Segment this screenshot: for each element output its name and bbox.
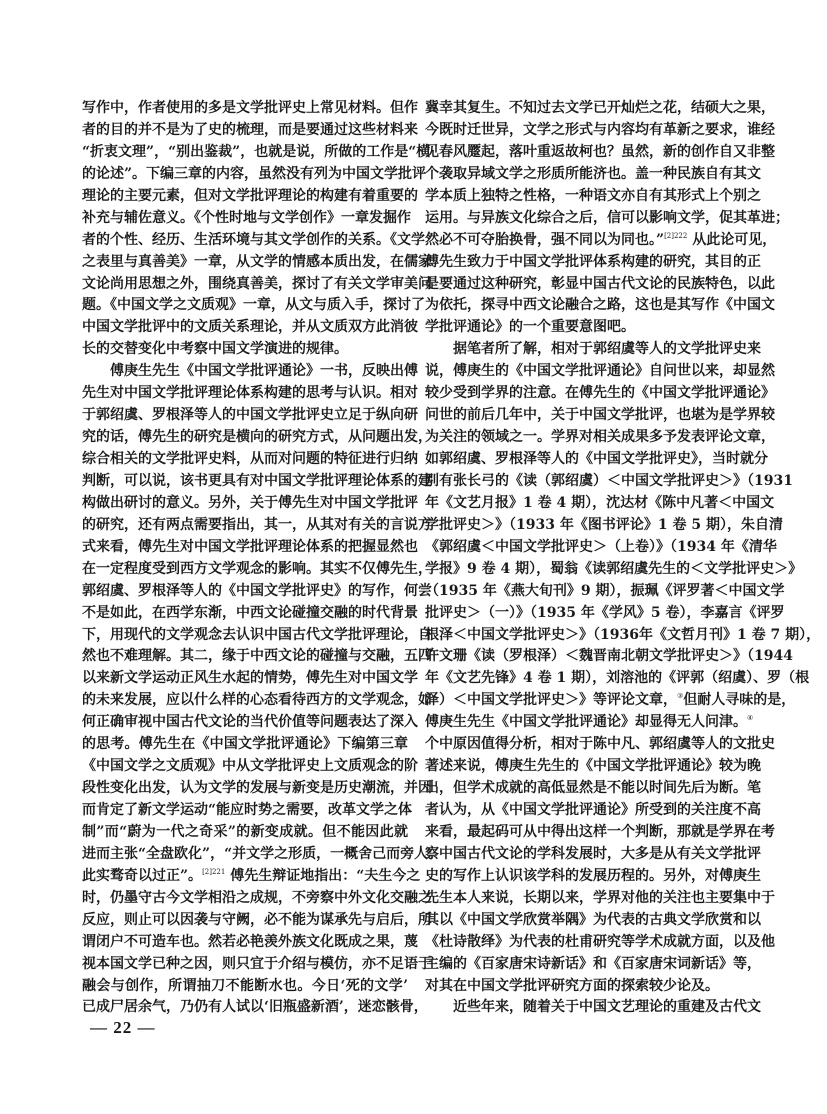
text-line — [425, 230, 777, 252]
text-line: 个袭取异域文学之形质所能济也。盖一种民族自有其文 — [425, 165, 761, 182]
text-line: 学报》9 卷 4 期），蜀翁《读郭绍虞先生的＜文学批评史＞》 — [425, 560, 803, 577]
text-line: 段性变化出发，认为文学的发展与新变是历史潮流，并因 — [82, 780, 432, 797]
text-line: 理论的主要元素，但对文学批评理论的构建有着重要的 — [82, 187, 418, 204]
text-line: 史的写作上认识该学科的发展历程的。另外，对傅庚生 — [425, 867, 761, 884]
text-line: （1935 年《燕大旬刊》9 期），振珮《评罗著＜中国文学 — [425, 582, 785, 599]
text-line: 何正确审视中国古代文论的当代价值等问题表达了深入 — [82, 714, 418, 731]
text-line: 者的个性、经历、生活环境与其文学创作的关系。《文学 — [82, 231, 425, 248]
text-line: 以来新文学运动正风生水起的情势，傅先生对中国文学 — [82, 670, 418, 687]
text-line: 者认为，从《中国文学批评通论》所受到的关注度不高 — [425, 802, 761, 818]
text-line: 郭绍虞、罗根泽等人的《中国文学批评史》的写作，何尝 — [82, 582, 432, 599]
text-line: 根泽＜中国文学批评史＞》（1936年《文哲月刊》1 卷 7 期）， — [425, 626, 821, 643]
text-line: 的研究，还有两点需要指出，其一，从其对有关的言说方 — [82, 516, 432, 533]
text-line: 主编的《百家唐宋诗新话》和《百家唐宋词新话》等， — [425, 955, 761, 972]
text-segment: 傅先生辩证地指出：“夫生今之 — [225, 867, 421, 884]
text-line: 冀幸其复生。不知过去文学已开灿烂之花，结硕大之果， — [425, 100, 775, 116]
text-line: 构做出研讨的意义。另外，关于傅先生对中国文学批评 — [82, 494, 418, 511]
text-segment: 但耐人寻味的是， — [683, 692, 796, 709]
text-line: 学本质上独特之性格，一种语文亦自有其形式上个别之 — [425, 187, 761, 204]
text-line: 不是如此，在西学东渐，中西文论碰撞交融的时代背景 — [82, 604, 418, 621]
text-line: 运用。与异族文化综合之后，信可以影响文学，促其革进； — [425, 209, 789, 226]
text-line: 反应，则止可以因袭与守阙，必不能为谋承先与启后，所 — [82, 911, 432, 928]
text-line: 的论述”。下编三章的内容，虽然没有列为中国文学批评 — [82, 165, 427, 182]
text-line: 长的交替变化中考察中国文学演进的规律。 — [82, 341, 348, 358]
text-line: 学批评通论》的一个重要意图吧。 — [425, 319, 635, 336]
text-line: 著述来说，傅庚生先生的《中国文学批评通论》较为晚 — [425, 758, 761, 775]
text-line: 而肯定了新文学运动“能应时势之需要，改革文学之体 — [82, 802, 413, 818]
citation-superscript: ④ — [747, 714, 754, 723]
text-segment: 泽）＜中国文学批评史＞》等评论文章， — [425, 692, 677, 709]
text-line: 时，仍墨守古今文学相沿之成规，不旁察中外文化交融之 — [82, 889, 432, 906]
text-line: 的思考。傅先生在《中国文学批评通论》下编第三章 — [82, 736, 408, 753]
text-line: 《杜诗散绎》为代表的杜甫研究等学术成就方面，以及他 — [425, 933, 775, 950]
text-line: 傅庚生先生《中国文学批评通论》一书，反映出傅 — [110, 363, 418, 380]
text-line: 写作中，作者使用的多是文学批评史上常见材料。但作 — [82, 100, 418, 116]
text-line: 较少受到学界的注意。在傅先生的《中国文学批评通论》 — [425, 385, 775, 402]
text-segment: 然必不可夺胎换骨，强不同以为同也。” — [425, 231, 665, 248]
text-line: 《郭绍虞＜中国文学批评史＞（上卷）》（1934 年《清华 — [425, 538, 777, 555]
text-line: 综合相关的文学批评史料，从而对问题的特征进行归纳 — [82, 451, 418, 467]
text-line: 融会与创作，所谓抽刀不能断水也。今日‘死的文学’ — [82, 977, 408, 994]
text-line: 个中原因值得分析，相对于陈中凡、郭绍虞等人的文批史 — [425, 736, 775, 753]
text-line: 判断，可以说，该书更具有对中国文学批评理论体系的建 — [82, 472, 432, 489]
text-line: 近些年来，随着关于中国文艺理论的重建及古代文 — [453, 999, 761, 1016]
text-line: 今既时迁世异，文学之形式与内容均有革新之要求，谁经 — [425, 121, 775, 138]
text-line: 然也不难理解。其二，缘于中西文论的碰撞与交融，五四 — [82, 648, 432, 665]
text-line: 察中国古代文论的学科发展时，大多是从有关文学批评 — [425, 845, 761, 862]
text-line: 为依托，探寻中西文论融合之路，这也是其写作《中国文 — [425, 297, 775, 314]
text-line: 年《文艺先锋》4 卷 1 期），刘溶池的《评郭（绍虞）、罗（根 — [425, 670, 810, 687]
text-line: 说，傅庚生的《中国文学批评通论》自问世以来，却显然 — [425, 363, 775, 380]
text-line: 傅先生致力于中国文学批评体系构建的研究，其目的正 — [425, 253, 761, 270]
text-line: 视本国文学已种之因，则只宜于介绍与模仿，亦不足语于 — [82, 955, 432, 972]
text-line: 出，但学术成就的高低显然是不能以时间先后为断。笔 — [425, 780, 761, 797]
text-segment: 傅庚生先生《中国文学批评通论》却显得无人问津。 — [425, 714, 747, 731]
citation-superscript: ③ — [677, 692, 684, 701]
text-line: 式来看，傅先生对中国文学批评理论体系的把握显然也 — [82, 538, 418, 555]
citation-superscript: [2]222 — [664, 231, 688, 240]
text-line: 制”而“蔚为一代之奇采”的新变成就。但不能因此就 — [82, 823, 408, 840]
citation-superscript: [2]221 — [202, 867, 226, 876]
text-line: 对其在中国文学批评研究方面的探索较少论及。 — [425, 977, 719, 994]
text-line: 进而主张“全盘欧化”，“并文学之形质，一概舍己而旁人。 — [82, 845, 443, 862]
text-line: 先生本人来说，长期以来，学界对他的关注也主要集中于 — [425, 889, 775, 906]
text-segment: 从此论可见， — [687, 231, 777, 248]
text-line: 者的目的并不是为了史的梳理，而是要通过这些材料来 — [82, 121, 418, 138]
text-line: 批评史＞（一）》（1935 年《学风》5 卷），李嘉言《评罗 — [425, 604, 785, 621]
text-line — [425, 712, 754, 734]
text-line: 《中国文学之文质观》中从文学批评史上文质观念的阶 — [82, 758, 418, 775]
text-line: 中国文学批评中的文质关系理论，并从文质双方此消彼 — [82, 319, 418, 336]
text-line: 是要通过这种研究，彰显中国古代文论的民族特色，以此 — [425, 275, 775, 292]
text-line: 在一定程度受到西方文学观念的影响。其实不仅傅先生， — [82, 560, 432, 577]
left-text-column — [82, 98, 443, 1019]
text-line: 如郭绍虞、罗根泽等人的《中国文学批评史》，当时就分 — [425, 451, 768, 467]
text-line: 别有张长弓的《读（郭绍虞）＜中国文学批评史＞》（1931 — [425, 472, 793, 489]
text-line: 许文珊《读（罗根泽）＜魏晋南北朝文学批评史＞》（1944 — [425, 648, 793, 665]
text-line — [425, 690, 796, 712]
text-line: 问世的前后几年中，关于中国文学批评，也堪为是学界较 — [425, 407, 775, 424]
text-segment: 此实骛奇以过正”。 — [82, 867, 203, 884]
text-line: 学批评史＞》（1933 年《图书评论》1 卷 5 期），朱自清 — [425, 516, 783, 533]
text-line: 为关注的领域之一。学界对相关成果多予发表评论文章， — [425, 429, 775, 446]
text-line: 据笔者所了解，相对于郭绍虞等人的文学批评史来 — [453, 341, 761, 358]
text-line: 文论尚用思想之外，围绕真善美，探讨了有关文学审美问 — [82, 275, 432, 292]
page-number: — 22 — — [90, 1018, 156, 1037]
text-line: 于郭绍虞、罗根泽等人的中国文学批评史立足于纵向研 — [82, 407, 418, 424]
text-line: 先生对中国文学批评理论体系构建的思考与认识。相对 — [82, 385, 418, 402]
text-line: 题。《中国文学之文质观》一章，从文与质入手，探讨了 — [82, 297, 425, 314]
right-text-column — [425, 98, 821, 1019]
text-line: “折衷文理”，“别出鉴裁”，也就是说，所做的工作是“横 — [82, 143, 431, 160]
text-line: 已成尸居余气，乃仍有人试以‘旧瓶盛新酒’，迷恋骸骨， — [82, 999, 428, 1016]
text-line: 补充与辅佐意义。《个性时地与文学创作》一章发掘作 — [82, 209, 411, 226]
text-line: 的未来发展，应以什么样的心态看待西方的文学观念，如 — [82, 692, 432, 709]
text-line: 其以《中国文学欣赏举隅》为代表的古典文学欣赏和以 — [425, 911, 761, 928]
text-line: 谓闭户不可造车也。然若必艳羡外族文化既成之果，蔑 — [82, 933, 418, 950]
text-line — [82, 866, 421, 888]
text-line: 究的话，傅先生的研究是横向的研究方式，从问题出发， — [82, 429, 432, 446]
text-line: 年《文艺月报》1 卷 4 期），沈达材《陈中凡著＜中国文 — [425, 494, 775, 511]
text-line: 下，用现代的文学观念去认识中国古代文学批评理论，自 — [82, 626, 432, 643]
text-line: 之表里与真善美》一章，从文学的情感本质出发，在儒家 — [82, 253, 432, 270]
text-line: 见春风蹷起，落叶重返故柯也？虽然，新的创作自又非整 — [425, 143, 775, 160]
text-line: 来看，最起码可从中得出这样一个判断，那就是学界在考 — [425, 823, 775, 840]
